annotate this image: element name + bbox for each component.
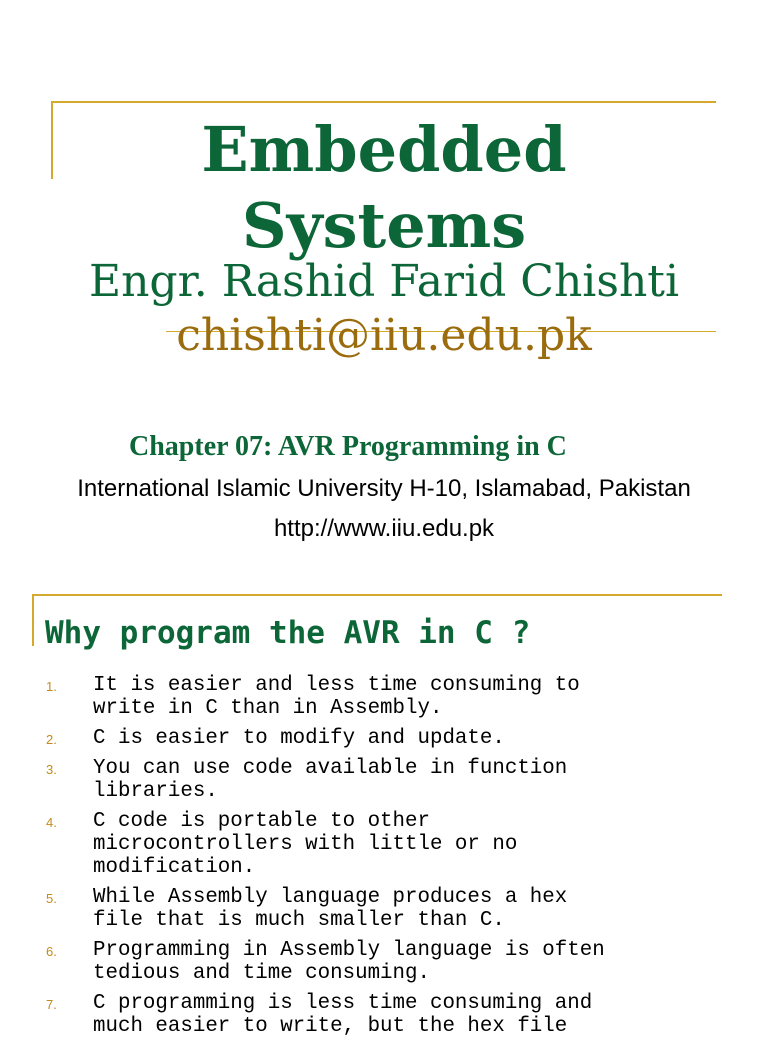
university-name: International Islamic University H-10, Islamabad, Pakistan [77, 475, 691, 502]
list-text: C is easier to modify and update. [93, 727, 505, 750]
author-email: chishti@iiu.edu.pk [176, 310, 592, 361]
list-text: C programming is less time consuming and much easier to write, but the hex file [93, 992, 593, 1038]
list-number: 1. [46, 679, 57, 694]
list-item [0, 757, 768, 803]
university-url: http://www.iiu.edu.pk [273, 515, 495, 542]
list-number: 2. [46, 732, 57, 747]
gold-rule-top [51, 101, 716, 103]
list-text: You can use code available in function libraries. [93, 757, 568, 803]
author-name: Engr. Rashid Farid Chishti [88, 256, 680, 307]
list-number: 6. [46, 944, 57, 959]
chapter-heading: Chapter 07: AVR Programming in C [129, 431, 567, 462]
list-text: Programming in Assembly language is often tedious and time consuming. [93, 939, 605, 985]
list-number: 4. [46, 815, 57, 830]
list-item [0, 992, 768, 1038]
list-number: 3. [46, 762, 57, 777]
list-text: C code is portable to other microcontrollers with little or no modification. [93, 810, 518, 879]
list-number: 5. [46, 891, 57, 906]
slide-heading: Why program the AVR in C ? [45, 615, 531, 651]
list-text: While Assembly language produces a hex file that is much smaller than C. [93, 886, 568, 932]
content-slide [0, 576, 768, 1038]
list-item [0, 810, 768, 879]
list-item [0, 886, 768, 932]
list-item [0, 674, 768, 720]
gold-rule-left [32, 594, 34, 646]
list-number: 7. [46, 997, 57, 1012]
reasons-list [0, 674, 768, 1045]
list-text: It is easier and less time consuming to write in C than in Assembly. [93, 674, 580, 720]
slide-title: Embedded Systems [201, 113, 567, 262]
gold-rule-top [32, 594, 722, 596]
list-item [0, 939, 768, 985]
list-item [0, 727, 768, 750]
